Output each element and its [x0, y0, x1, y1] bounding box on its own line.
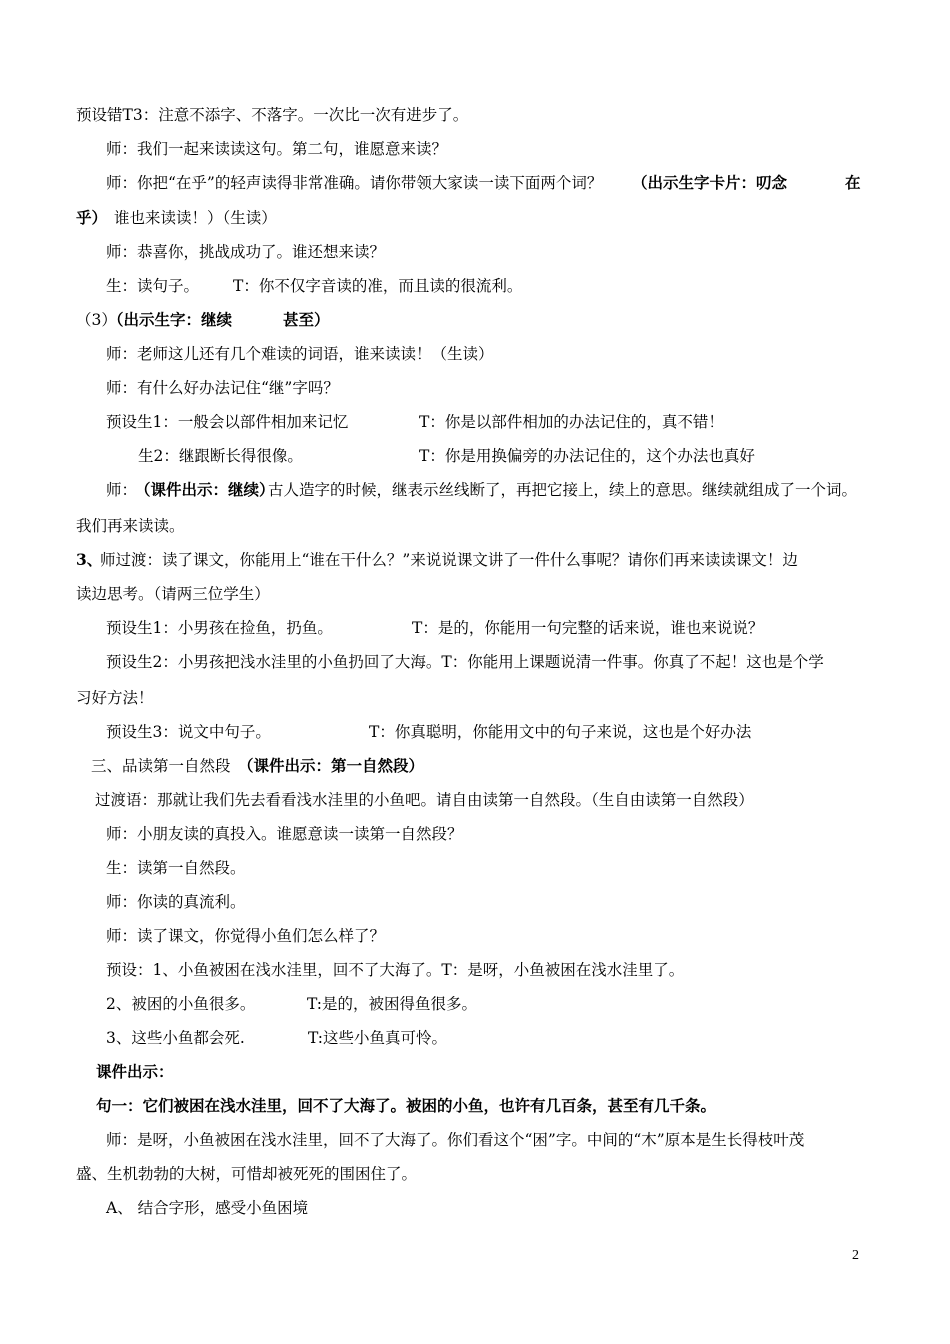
text-line: T：你是用换偏旁的办法记住的，这个办法也真好 [419, 447, 755, 465]
text-line: 过渡语：那就让我们先去看看浅水洼里的小鱼吧。请自由读第一自然段。（生自由读第一自然段） [95, 791, 754, 809]
text-line: 师：小朋友读的真投入。谁愿意读一读第一自然段？ [106, 825, 463, 843]
text-line: 预设生2：小男孩把浅水洼里的小鱼扔回了大海。T：你能用上课题说清一件事。你真了不起！这也是个学 [106, 653, 824, 671]
text-line: 师：读了课文，你觉得小鱼们怎么样了？ [106, 927, 386, 945]
text-line: 师：恭喜你，挑战成功了。谁还想来读？ [106, 243, 386, 261]
text-line: 师：老师这儿还有几个难读的词语，谁来读读！（生读） [106, 345, 494, 363]
text-line: 在 [845, 173, 861, 192]
text-line: （出示生字卡片：叨念 [632, 173, 788, 192]
page-number: 2 [852, 1248, 859, 1263]
text-line: （课件出示：第一自然段） [238, 756, 425, 775]
text-line: 预设错T3：注意不添字、不落字。一次比一次有进步了。 [76, 106, 469, 124]
text-line: 我们再来读读。 [76, 517, 185, 535]
text-line: 读边思考。（请两三位学生） [76, 585, 270, 603]
text-line: 三、品读第一自然段 [91, 757, 231, 775]
text-line: 甚至） [283, 310, 330, 329]
text-line: 师：你把“在乎”的轻声读得非常准确。请你带领大家读一读下面两个词？ [106, 174, 603, 192]
text-line: 盛、生机勃勃的大树，可惜却被死死的围困住了。 [76, 1165, 418, 1183]
text-line: T：是的，你能用一句完整的话来说，谁也来说说？ [412, 619, 764, 637]
text-line: 预设：1、小鱼被困在浅水洼里，回不了大海了。T：是呀，小鱼被困在浅水洼里了。 [106, 961, 685, 979]
text-line: 预设生1：一般会以部件相加来记忆 [106, 413, 349, 431]
text-line: T：你不仅字音读的准，而且读的很流利。 [233, 277, 523, 295]
text-line: 句一：它们被困在浅水洼里，回不了大海了。被困的小鱼，也许有几百条，甚至有几千条。 [96, 1096, 717, 1115]
text-line: 师：我们一起来读读这句。第二句，谁愿意来读？ [106, 140, 448, 158]
text-line: 师：你读的真流利。 [106, 893, 246, 911]
text-line: （课件出示：继续） [135, 480, 275, 499]
text-line: 生：读句子。 [106, 277, 200, 295]
text-line: 师：是呀，小鱼被困在浅水洼里，回不了大海了。你们看这个“困”字。中间的“木”原本是生长得枝叶茂 [106, 1131, 805, 1149]
text-line: A、 结合字形，感受小鱼困境 [106, 1199, 309, 1217]
text-line: 3、 [76, 550, 103, 569]
text-line: T:这些小鱼真可怜。 [308, 1029, 448, 1047]
text-line: 预设生3：说文中句子。 [106, 723, 271, 741]
text-line: 预设生1：小男孩在捡鱼，扔鱼。 [106, 619, 333, 637]
text-line: 谁也来读读！）（生读） [114, 209, 277, 227]
text-line: T：你是以部件相加的办法记住的，真不错！ [419, 413, 724, 431]
text-line: （3） [76, 311, 117, 329]
text-line: 师： [106, 481, 138, 499]
text-line: T:是的，被困得鱼很多。 [307, 995, 478, 1013]
text-line: 习好方法！ [76, 689, 154, 707]
text-line: 3、这些小鱼都会死. [106, 1029, 245, 1047]
text-line: （出示生字：继续 [108, 310, 233, 329]
text-line: 古人造字的时候，继表示丝线断了，再把它接上，续上的意思。继续就组成了一个词。 [268, 481, 858, 499]
text-line: 师：有什么好办法记住“继”字吗？ [106, 379, 339, 397]
text-line: 生：读第一自然段。 [106, 859, 246, 877]
text-line: 生2：继跟断长得很像。 [138, 447, 303, 465]
text-line: T：你真聪明，你能用文中的句子来说，这也是个好办法 [369, 723, 752, 741]
text-line: 课件出示： [96, 1062, 174, 1081]
text-line: 师过渡：读了课文，你能用上“谁在干什么？”来说说课文讲了一件什么事呢？请你们再来读读课文！边 [100, 551, 798, 569]
text-line: 乎） [76, 208, 108, 227]
text-line: 2、被困的小鱼很多。 [106, 995, 256, 1013]
